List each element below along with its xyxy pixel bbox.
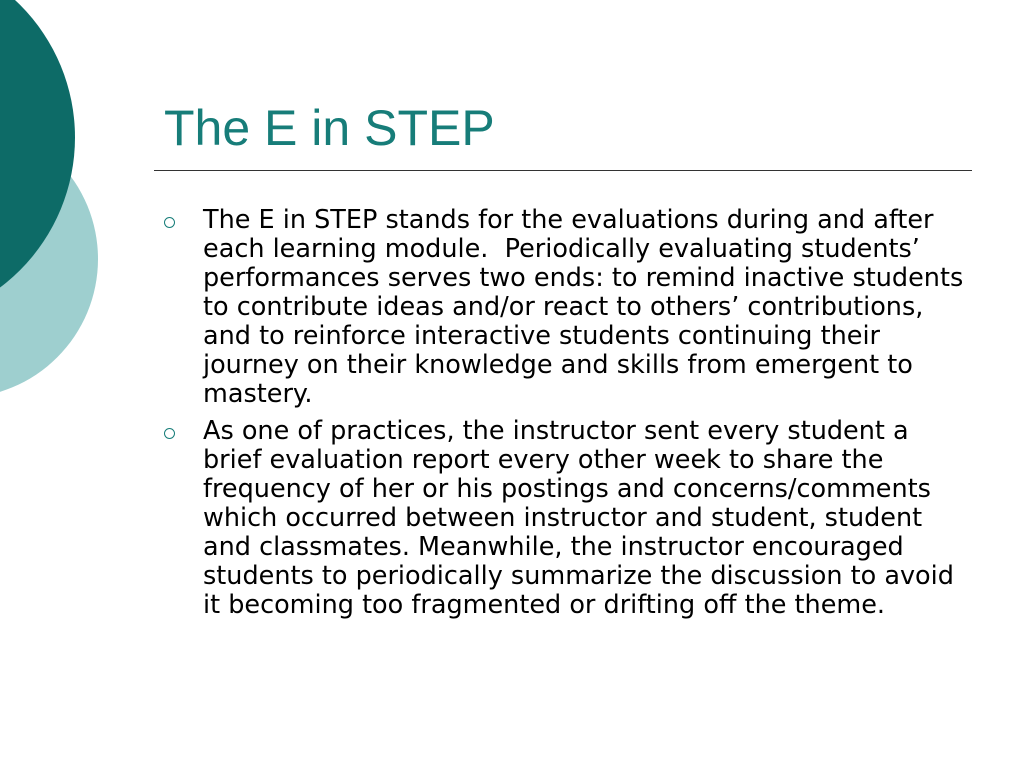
title-divider	[154, 170, 972, 171]
bullet-item-1	[164, 206, 974, 409]
hollow-circle-bullet-icon	[164, 217, 175, 228]
bullet-text: As one of practices, the instructor sent every student a brief evaluation report every other week to share the frequency of her or his postings and concerns/comments which occurred between instructor and student, student and classmates. Meanwhile, the instructor encouraged students to periodically summarize the discussion to avoid it becoming too fragmented or drifting off the theme.	[203, 416, 963, 620]
bullet-list	[164, 206, 974, 628]
bullet-text: The E in STEP stands for the evaluations during and after each learning module. Periodically evaluating students’ performances serves two ends: to remind inactive students to contribute ideas and/or react to others’ contributions, and to reinforce interactive students continuing their journey on their knowledge and skills from emergent to mastery.	[203, 205, 972, 409]
hollow-circle-bullet-icon	[164, 428, 175, 439]
bullet-item-2	[164, 417, 974, 620]
slide-title: The E in STEP	[164, 100, 495, 156]
